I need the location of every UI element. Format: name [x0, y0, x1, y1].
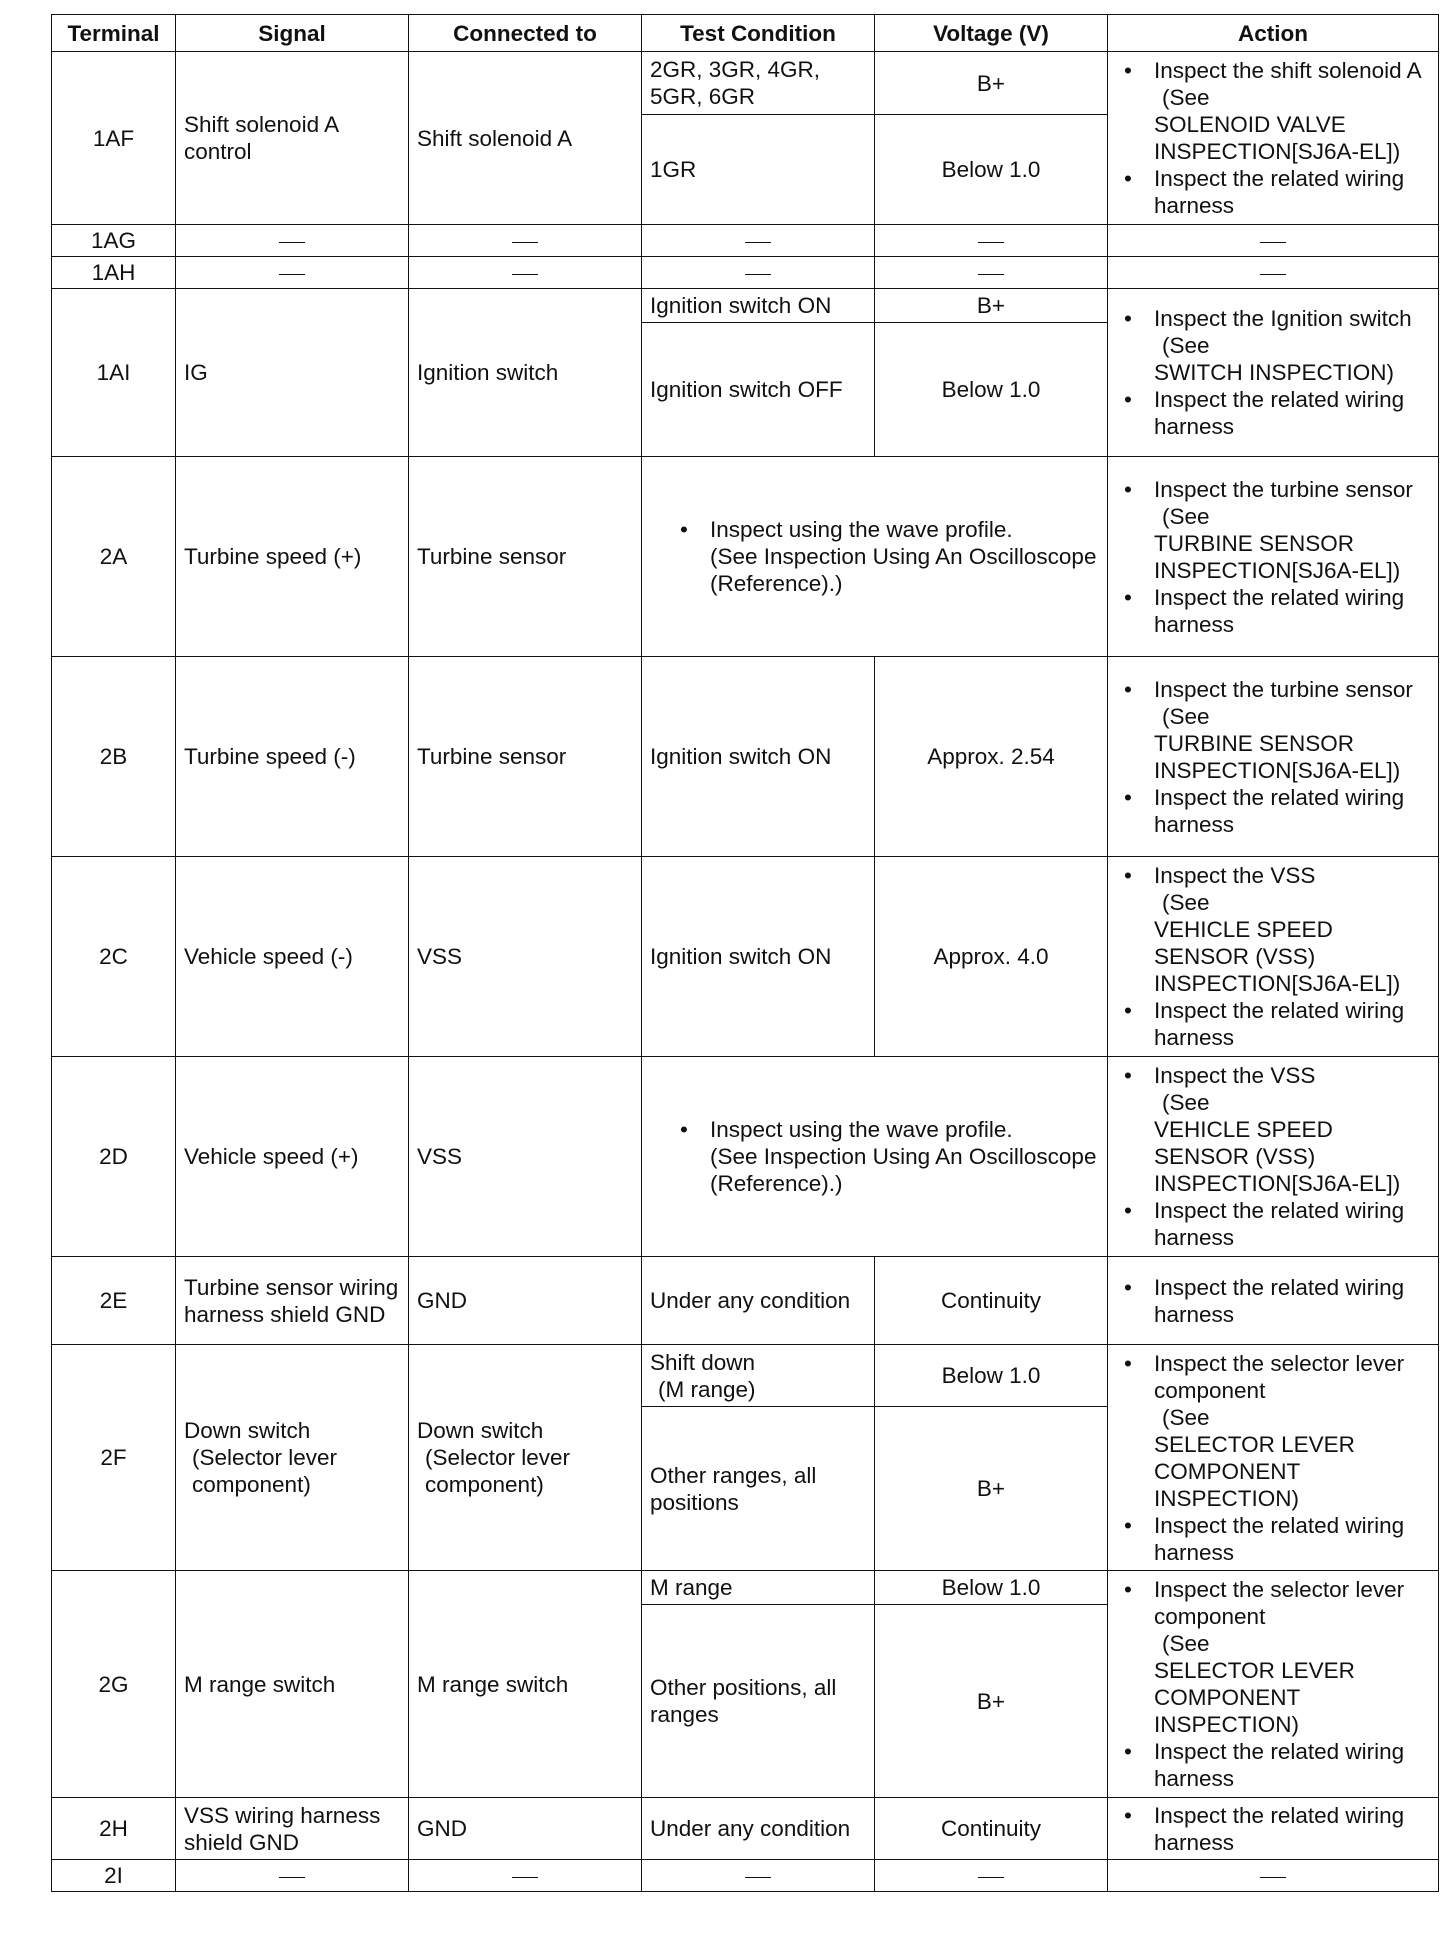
terminal-cell: 2D — [52, 1057, 176, 1257]
voltage-cell: Continuity — [875, 1257, 1108, 1345]
action-item: • Inspect the related wiring harness — [1118, 1197, 1432, 1251]
signal-cell: Turbine speed (-) — [176, 657, 409, 857]
condition-cell: 2GR, 3GR, 4GR, 5GR, 6GR — [642, 52, 875, 115]
dash-mark — [1260, 274, 1286, 275]
condition-cell: 1GR — [642, 115, 875, 225]
voltage-cell: Below 1.0 — [875, 115, 1108, 225]
condition-cell: Other ranges, all positions — [642, 1407, 875, 1571]
condition-cell — [642, 457, 1108, 657]
action-item: • Inspect the related wiring harness — [1118, 165, 1432, 219]
condition-item: • Inspect using the wave profile. (See Inspection Using An Oscilloscope (Reference).) — [674, 1116, 1099, 1197]
connected-cell: GND — [409, 1798, 642, 1860]
voltage-cell: Approx. 2.54 — [875, 657, 1108, 857]
action-item: • Inspect the shift solenoid A (See SOLENOID VALVE INSPECTION[SJ6A-EL]) — [1118, 57, 1432, 165]
action-item: • Inspect the Ignition switch (See SWITCH INSPECTION) — [1118, 305, 1432, 386]
empty-cell — [875, 225, 1108, 257]
table-row — [52, 1257, 1439, 1345]
condition-cell: Shift down (M range) — [642, 1345, 875, 1407]
voltage-cell: Continuity — [875, 1798, 1108, 1860]
empty-cell — [176, 1860, 409, 1892]
header-connected-to: Connected to — [409, 15, 642, 52]
voltage-cell: Below 1.0 — [875, 1345, 1108, 1407]
empty-cell — [642, 1860, 875, 1892]
condition-item: • Inspect using the wave profile. (See Inspection Using An Oscilloscope (Reference).) — [674, 516, 1099, 597]
table-row — [52, 52, 1439, 115]
header-voltage: Voltage (V) — [875, 15, 1108, 52]
empty-cell — [875, 257, 1108, 289]
terminal-cell: 1AH — [52, 257, 176, 289]
table-row — [52, 857, 1439, 1057]
terminal-cell: 2A — [52, 457, 176, 657]
terminal-cell: 2I — [52, 1860, 176, 1892]
empty-cell — [409, 225, 642, 257]
voltage-cell: Approx. 4.0 — [875, 857, 1108, 1057]
voltage-cell: B+ — [875, 1407, 1108, 1571]
voltage-cell: B+ — [875, 289, 1108, 323]
action-item: • Inspect the turbine sensor (See TURBINE SENSOR INSPECTION[SJ6A-EL]) — [1118, 676, 1432, 784]
signal-cell: Down switch (Selector lever component) — [176, 1345, 409, 1571]
empty-cell — [1108, 225, 1439, 257]
dash-mark — [978, 242, 1004, 243]
table-row — [52, 225, 1439, 257]
table-row — [52, 1345, 1439, 1407]
action-cell — [1108, 657, 1439, 857]
condition-cell: M range — [642, 1571, 875, 1605]
connected-cell: Ignition switch — [409, 289, 642, 457]
condition-cell: Other positions, all ranges — [642, 1605, 875, 1798]
dash-mark — [279, 274, 305, 275]
voltage-cell: Below 1.0 — [875, 323, 1108, 457]
condition-cell: Under any condition — [642, 1798, 875, 1860]
condition-cell: Ignition switch OFF — [642, 323, 875, 457]
dash-mark — [978, 274, 1004, 275]
action-item: • Inspect the selector lever component (See SELECTOR LEVER COMPONENT INSPECTION) — [1118, 1350, 1432, 1512]
header-signal: Signal — [176, 15, 409, 52]
empty-cell — [176, 257, 409, 289]
action-cell — [1108, 1571, 1439, 1798]
dash-mark — [512, 1877, 538, 1878]
action-item: • Inspect the related wiring harness — [1118, 1802, 1432, 1856]
dash-mark — [745, 1877, 771, 1878]
action-cell — [1108, 457, 1439, 657]
terminal-cell: 2H — [52, 1798, 176, 1860]
terminal-cell: 2C — [52, 857, 176, 1057]
action-cell — [1108, 289, 1439, 457]
signal-cell: Shift solenoid A control — [176, 52, 409, 225]
voltage-cell: B+ — [875, 1605, 1108, 1798]
action-item: • Inspect the related wiring harness — [1118, 386, 1432, 440]
empty-cell — [642, 257, 875, 289]
header-terminal: Terminal — [52, 15, 176, 52]
connected-cell: Turbine sensor — [409, 657, 642, 857]
condition-cell — [642, 1057, 1108, 1257]
dash-mark — [279, 242, 305, 243]
action-cell — [1108, 1057, 1439, 1257]
dash-mark — [512, 242, 538, 243]
connected-cell: Down switch (Selector lever component) — [409, 1345, 642, 1571]
table-row — [52, 1057, 1439, 1257]
connected-cell: GND — [409, 1257, 642, 1345]
signal-cell: M range switch — [176, 1571, 409, 1798]
action-item: • Inspect the related wiring harness — [1118, 584, 1432, 638]
empty-cell — [409, 257, 642, 289]
table-row — [52, 657, 1439, 857]
signal-cell: Turbine sensor wiring harness shield GND — [176, 1257, 409, 1345]
terminal-cell: 2E — [52, 1257, 176, 1345]
table-row — [52, 457, 1439, 657]
signal-cell: Vehicle speed (+) — [176, 1057, 409, 1257]
dash-mark — [279, 1877, 305, 1878]
voltage-cell: Below 1.0 — [875, 1571, 1108, 1605]
terminal-voltage-table — [51, 14, 1439, 1892]
terminal-cell: 2G — [52, 1571, 176, 1798]
dash-mark — [745, 242, 771, 243]
action-cell — [1108, 1257, 1439, 1345]
condition-cell: Under any condition — [642, 1257, 875, 1345]
condition-cell: Ignition switch ON — [642, 657, 875, 857]
voltage-cell: B+ — [875, 52, 1108, 115]
terminal-cell: 1AI — [52, 289, 176, 457]
header-row — [52, 15, 1439, 52]
empty-cell — [1108, 257, 1439, 289]
empty-cell — [875, 1860, 1108, 1892]
action-item: • Inspect the related wiring harness — [1118, 997, 1432, 1051]
connected-cell: M range switch — [409, 1571, 642, 1798]
header-test-condition: Test Condition — [642, 15, 875, 52]
table-row — [52, 1798, 1439, 1860]
action-item: • Inspect the VSS (See VEHICLE SPEED SENSOR (VSS) INSPECTION[SJ6A-EL]) — [1118, 1062, 1432, 1197]
signal-cell: VSS wiring harness shield GND — [176, 1798, 409, 1860]
dash-mark — [1260, 242, 1286, 243]
empty-cell — [409, 1860, 642, 1892]
terminal-cell: 2B — [52, 657, 176, 857]
action-cell — [1108, 857, 1439, 1057]
connected-cell: VSS — [409, 857, 642, 1057]
action-item: • Inspect the related wiring harness — [1118, 1512, 1432, 1566]
table-row — [52, 289, 1439, 323]
terminal-cell: 1AG — [52, 225, 176, 257]
action-item: • Inspect the related wiring harness — [1118, 1738, 1432, 1792]
table-row — [52, 257, 1439, 289]
header-action: Action — [1108, 15, 1439, 52]
connected-cell: VSS — [409, 1057, 642, 1257]
condition-cell: Ignition switch ON — [642, 857, 875, 1057]
action-item: • Inspect the turbine sensor (See TURBINE SENSOR INSPECTION[SJ6A-EL]) — [1118, 476, 1432, 584]
table-row — [52, 1571, 1439, 1605]
dash-mark — [1260, 1877, 1286, 1878]
connected-cell: Shift solenoid A — [409, 52, 642, 225]
terminal-cell: 2F — [52, 1345, 176, 1571]
table-row — [52, 1860, 1439, 1892]
action-item: • Inspect the related wiring harness — [1118, 1274, 1432, 1328]
action-item: • Inspect the related wiring harness — [1118, 784, 1432, 838]
empty-cell — [642, 225, 875, 257]
dash-mark — [745, 274, 771, 275]
empty-cell — [176, 225, 409, 257]
action-cell — [1108, 1345, 1439, 1571]
signal-cell: Turbine speed (+) — [176, 457, 409, 657]
action-item: • Inspect the selector lever component (See SELECTOR LEVER COMPONENT INSPECTION) — [1118, 1576, 1432, 1738]
dash-mark — [512, 274, 538, 275]
connected-cell: Turbine sensor — [409, 457, 642, 657]
signal-cell: IG — [176, 289, 409, 457]
condition-cell: Ignition switch ON — [642, 289, 875, 323]
empty-cell — [1108, 1860, 1439, 1892]
terminal-cell: 1AF — [52, 52, 176, 225]
action-cell — [1108, 52, 1439, 225]
action-cell — [1108, 1798, 1439, 1860]
action-item: • Inspect the VSS (See VEHICLE SPEED SENSOR (VSS) INSPECTION[SJ6A-EL]) — [1118, 862, 1432, 997]
signal-cell: Vehicle speed (-) — [176, 857, 409, 1057]
dash-mark — [978, 1877, 1004, 1878]
